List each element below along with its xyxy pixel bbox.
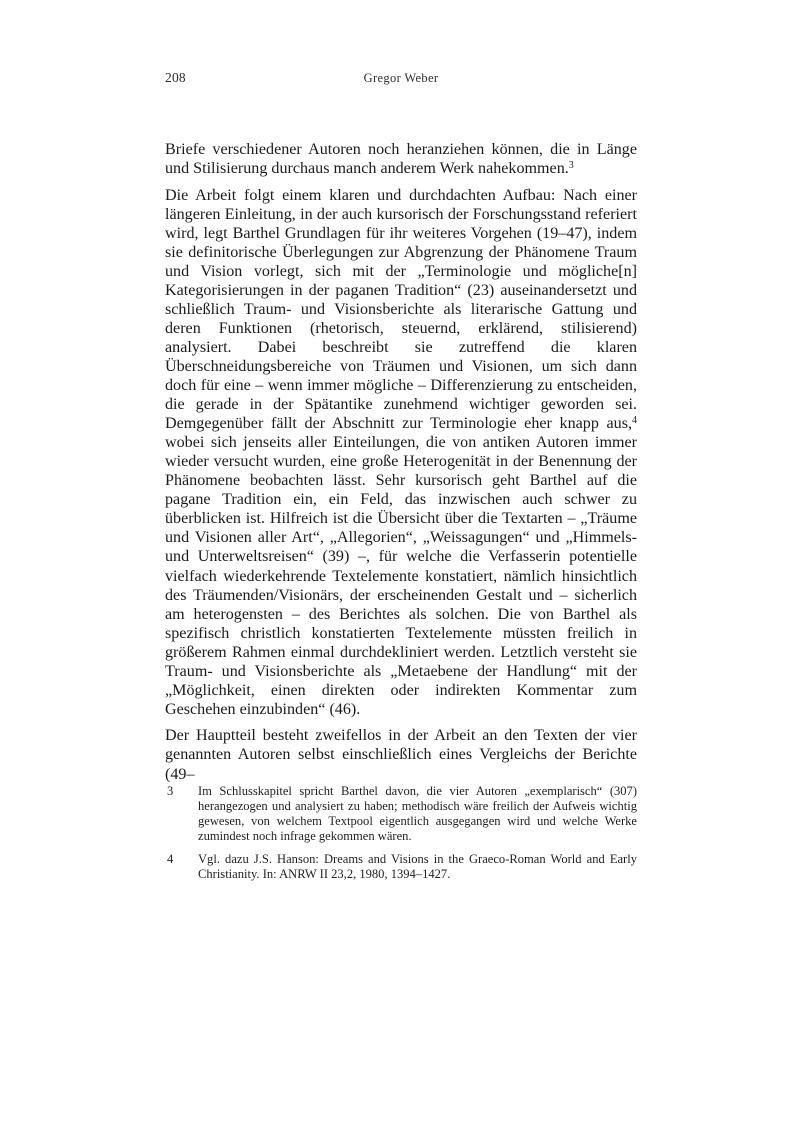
page-header: [165, 70, 637, 90]
paragraph-text: Der Hauptteil besteht zweifellos in der Arbeit an den Texten der vier genannten Autoren selbst einschließlich eines Vergleichs der Berichte (49–: [165, 727, 637, 783]
footnote-3: [165, 784, 637, 844]
page-number: 208: [165, 70, 186, 85]
paragraph-briefe: [165, 140, 637, 178]
footnote-number: 3: [167, 784, 174, 798]
paragraph-text-part2: wobei sich jenseits aller Einteilungen, die von antiken Autoren immer wieder versucht wurden, eine große Heterogenität in der Benennung der Phänomene beobachten lässt. Sehr kursorisch geht Barthel auf die pagane Tradition ein, ein Feld, das inzwischen auch schwer zu überblicken ist. Hilfreich ist die Übersicht über die Textarten – „Träume und Visionen aller Art“, „Allegorien“, „Weissagungen“ und „Himmels- und Unterweltsreisen“ (39) –, für welche die Verfasserin potentielle vielfach wiederkehrende Textelemente konstatiert, nämlich hinsichtlich des Träumenden/Visionärs, der erscheinenden Gestalt und – sicherlich am heterogensten – des Berichtes als solchen. Die von Barthel als spezifisch christlich konstatierten Textelemente müssten freilich in größerem Rahmen einmal durchdekliniert werden. Letztlich versteht sie Traum- und Visionsberichte als „Metaebene der Handlung“ mit der „Möglichkeit, einen direkten oder indirekten Kommentar zum Geschehen einzubinden“ (46).: [165, 434, 637, 718]
paragraph-text: Briefe verschiedener Autoren noch heranziehen können, die in Länge und Stilisierung durchaus manch anderem Werk nahekommen.: [165, 141, 637, 178]
paragraph-text-part1: Die Arbeit folgt einem klaren und durchdachten Aufbau: Nach einer längeren Einleitung, in der auch kursorisch der Forschungsstand referiert wird, legt Barthel Grundlagen für ihr weiteres Vorgehen (19–47), indem sie definitorische Überlegungen zur Abgrenzung der Phänomene Traum und Vision vorlegt, sich mit der „Terminologie und mögliche[n] Kategorisierungen in der paganen Tradition“ (23) auseinandersetzt und schließlich Traum- und Visionsberichte als literarische Gattung und deren Funktionen (rhetorisch, steuernd, erklärend, stilisierend) analysiert. Dabei beschreibt sie zutreffend die klaren Überschneidungsbereiche von Träumen und Visionen, um sich dann doch für eine – wenn immer mögliche – Differenzierung zu entscheiden, die gerade in der Spätantike zunehmend wichtiger geworden sei. Demgegenüber fällt der Abschnitt zur Terminologie eher knapp aus,: [165, 186, 637, 433]
footnote-marker-4[interactable]: 4: [632, 414, 637, 426]
running-head: Gregor Weber: [363, 71, 439, 85]
body-text: [165, 140, 637, 784]
footnote-number: 4: [167, 852, 174, 866]
footnote-4: [165, 852, 637, 882]
paragraph-arbeit: [165, 186, 637, 719]
footnote-marker-3[interactable]: 3: [568, 159, 574, 171]
footnote-text: Vgl. dazu J.S. Hanson: Dreams and Visions in the Graeco-Roman World and Early Christianity. In: ANRW II 23,2, 1980, 1394–1427.: [198, 852, 637, 881]
paragraph-hauptteil: [165, 726, 637, 783]
footnote-area: [165, 784, 637, 882]
footnote-text: Im Schlusskapitel spricht Barthel davon, die vier Autoren „exemplarisch“ (307) herangezogen und analysiert zu haben; methodisch wäre freilich der Aufweis wichtig gewesen, von welchem Textpool eigentlich ausgegangen wird und welche Werke zumindest noch infrage gekommen wären.: [198, 784, 637, 843]
